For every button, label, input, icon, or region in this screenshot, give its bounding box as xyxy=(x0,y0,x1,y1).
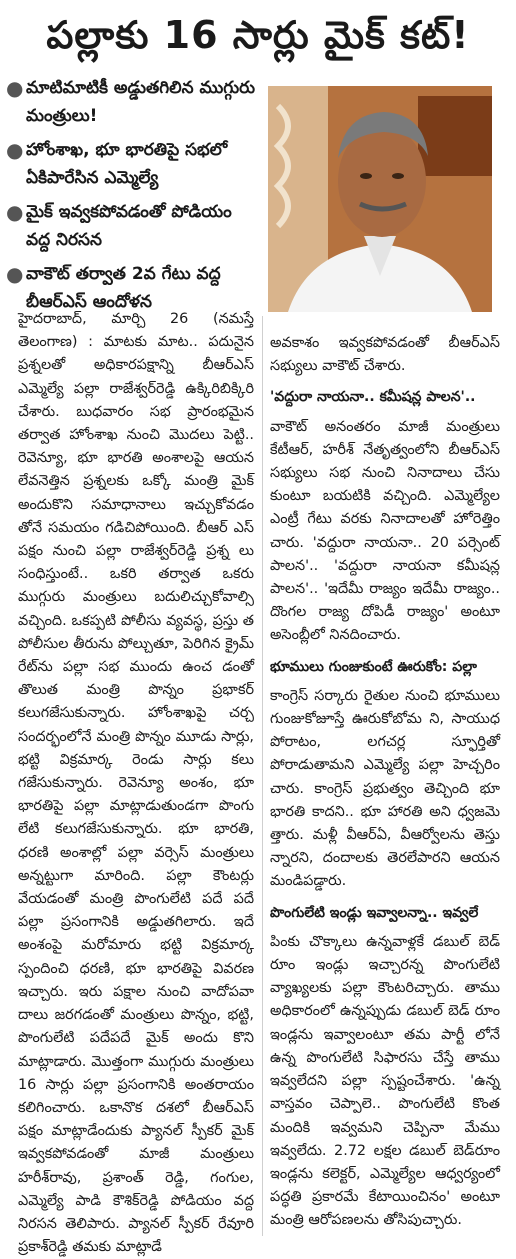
column-divider xyxy=(262,316,263,1236)
bullet-icon: ● xyxy=(6,262,24,286)
subheading: 'వద్దురా నాయనా.. కమీషన్ల పాలన'.. xyxy=(270,389,476,406)
person-photo xyxy=(268,86,492,312)
subheading: భూములు గుంజుకుంటే ఊరుకోం: పల్లా xyxy=(270,658,477,675)
bullet-text: వాకౌట్ తర్వాత 2వ గేటు వద్ద బీఆర్ఎస్ ఆందోళన xyxy=(26,264,221,312)
bullet-item xyxy=(6,74,258,130)
headline: పల్లాకు 16 సార్లు మైక్ కట్! xyxy=(46,13,470,57)
article-paragraph: వాకౌట్ అనంతరం మాజీ మంత్రులు కేటీఆర్, హరీశ్ నేతృత్వంలోని బీఆర్ఎస్ సభ్యులు సభ నుంచి నినాదాలు చేసు కుంటూ బయటికి వచ్చింది. ఎమ్మెల్యేల ఎంట్రీ గేటు వరకు నినాదాలతో హోరెత్తిం చారు. 'వద్దురా నాయనా.. 20 పర్సెంట్ పాలన'.. 'వద్దురా నాయనా కమీషన్ల పాలన'.. 'ఇదేమీ రాజ్యం ఇదేమీ రాజ్యం.. దొంగల రాజ్య దోపిడీ రాజ్యం' అంటూ అసెంబ్లీలో నినదించారు. xyxy=(270,418,500,644)
article-paragraph: పింకు చొక్కాలు ఉన్నవాళ్లకే డబుల్ బెడ్ రూం ఇండ్లు ఇచ్చారన్న పొంగులేటి వ్యాఖ్యలకు పల్లా కౌంటరిచ్చారు. తాము అధికారంలో ఉన్నప్పుడు డబుల్ బెడ్ రూం ఇండ్లను ఇవ్వాలంటూ తమ పార్టీ లోనే ఉన్న పొంగులేటి సిఫారసు చేస్తే తాము ఇవ్వలేదని పల్లా స్పష్టంచేశారు. 'ఉన్న వాస్తవం చెప్పాలె.. పొంగులేటి కొంత మందికి ఇవ్వమని చెప్పినా మేము ఇవ్వలేదు. 2.72 లక్షల డబుల్ బెడ్‌రూం ఇండ్లను కలెక్టర్, ఎమ్మెల్యేల ఆధ్వర్యంలో పద్ధతి ప్రకారమే కేటాయించినం' అంటూ మంత్రి ఆరోపణలను తోసిపుచ్చారు. xyxy=(270,933,500,1229)
article-column-1 xyxy=(18,308,254,1259)
bullet-icon: ● xyxy=(6,200,24,224)
article-column-2 xyxy=(270,332,500,1233)
bullet-item xyxy=(6,136,258,192)
bullet-icon: ● xyxy=(6,76,24,100)
bullet-text: హోంశాఖ, భూ భారతిపై సభలో ఏకిపారేసిన ఎమ్మెల్యే xyxy=(26,140,228,188)
bullet-text: మాటిమాటికీ అడ్డుతగిలిన ముగ్గురు మంత్రులు! xyxy=(26,78,256,126)
person-illustration xyxy=(268,86,492,312)
bullet-list xyxy=(6,74,258,322)
article-paragraph: కాంగ్రెస్ సర్కారు రైతుల నుంచి భూములు గుంజుకోజూస్తే ఊరుకోబోమ ని, సాయుధ పోరాటం, లగచర్ల స్ఫూర్తితో పోరాడుతామని ఎమ్మెల్యే పల్లా హెచ్చరిం చారు. కాంగ్రెస్ ప్రభుత్వం తెచ్చింది భూ భారతి కాదని.. భూ హారతి అని ధ్వజమె త్తారు. మళ్లీ వీఆర్ఏ, వీఆర్వోలను తెస్తు న్నారని, దందాలకు తెరలేపారని ఆయన మండిపడ్డారు. xyxy=(270,687,500,890)
subheading: పొంగులేటి ఇండ్లు ఇవ్వాలన్నా.. ఇవ్వలే xyxy=(270,904,479,921)
bullet-icon: ● xyxy=(6,138,24,162)
article-paragraph: అవకాశం ఇవ్వకపోవడంతో బీఆర్ఎస్ సభ్యులు వాకౌట్ చేశారు. xyxy=(270,335,500,375)
bullet-text: మైక్ ఇవ్వకపోవడంతో పోడియం వద్ద నిరసన xyxy=(26,202,232,250)
article-paragraph: హైదరాబాద్, మార్చి 26 (నమస్తే తెలంగాణ) : మాటకు మాట.. పదునైన ప్రశ్నలతో అధికారపక్షాన్ని బీఆర్ఎస్ ఎమ్మెల్యే పల్లా రాజేశ్వర్‌రెడ్డి ఉక్కిరిబిక్కిరి చేశారు. బుధవారం సభ ప్రారంభమైన తర్వాత హోంశాఖ నుంచి మొదలు పెట్టి.. రెవెన్యూ, భూ భారతి అంశాలపై ఆయన లేవనెత్తిన ప్రశ్నలకు ఒక్కో మంత్రి మైక్ అందుకొని సమాధానాలు ఇచ్చుకోవడం తోనే సమయం గడిచిపోయింది. బీఆర్ ఎస్ పక్షం నుంచి పల్లా రాజేశ్వర్‌రెడ్డి ప్రశ్న లు సంధిస్తుంటే.. ఒకరి తర్వాత ఒకరు ముగ్గురు మంత్రులు బదులిచ్చుకోవాల్సి వచ్చింది. ఒకప్పటి పోలీసు వ్యవస్థ, ప్రస్తు త పోలీసుల తీరును పోల్చుతూ, పెరిగిన క్రైమ్ రేట్‌ను పల్లా సభ ముందు ఉంచ డంతో తొలుత మంత్రి పొన్నం ప్రభాకర్ కలుగజేసుకున్నారు. హోంశాఖపై చర్చ సందర్భంలోనే మంత్రి పొన్నం మూడు సార్లు, భట్టి విక్రమార్క రెండు సార్లు కలు గజేసుకున్నారు. రెవెన్యూ అంశం, భూ భారతిపై పల్లా మాట్లాడుతుండగా పొంగు లేటి కలుగజేసుకున్నారు. భూ భారతి, ధరణి అంశాల్లో పల్లా వర్సెస్ మంత్రులు అన్నట్టుగా మారింది. పల్లా కౌంటర్లు వేయడంతో మంత్రి పొంగులేటి పదే పదే పల్లా ప్రసంగానికి అడ్డుతగిలారు. ఇదే అంశంపై మరోమారు భట్టి విక్రమార్క స్పందించి ధరణి, భూ భారతిపై వివరణ ఇచ్చారు. ఇరు పక్షాల నుంచి వాదోపవా దాలు జరగడంతో మంత్రులు పొన్నం, భట్టి, పొంగులేటి పదేపదే మైక్ అందు కొని మాట్లాడారు. మొత్తంగా ముగ్గురు మంత్రులు 16 సార్లు పల్లా ప్రసంగానికి అంతరాయం కలిగించారు. ఒకానొక దశలో బీఆర్ఎస్ పక్షం మాట్లాడేందుకు ప్యానల్ స్పీకర్ మైక్ ఇవ్వకపోవడంతో మాజీ మంత్రులు హరీశ్‌రావు, ప్రశాంత్ రెడ్డి, గంగుల, ఎమ్మెల్యే పాడి కౌశిక్‌రెడ్డి పోడియం వద్ద నిరసన తెలిపారు. ప్యానల్ స్పీకర్ రేవూరి ప్రకాశ్‌రెడ్డి తమకు మాట్లాడే xyxy=(18,311,254,1256)
bullet-item xyxy=(6,198,258,254)
